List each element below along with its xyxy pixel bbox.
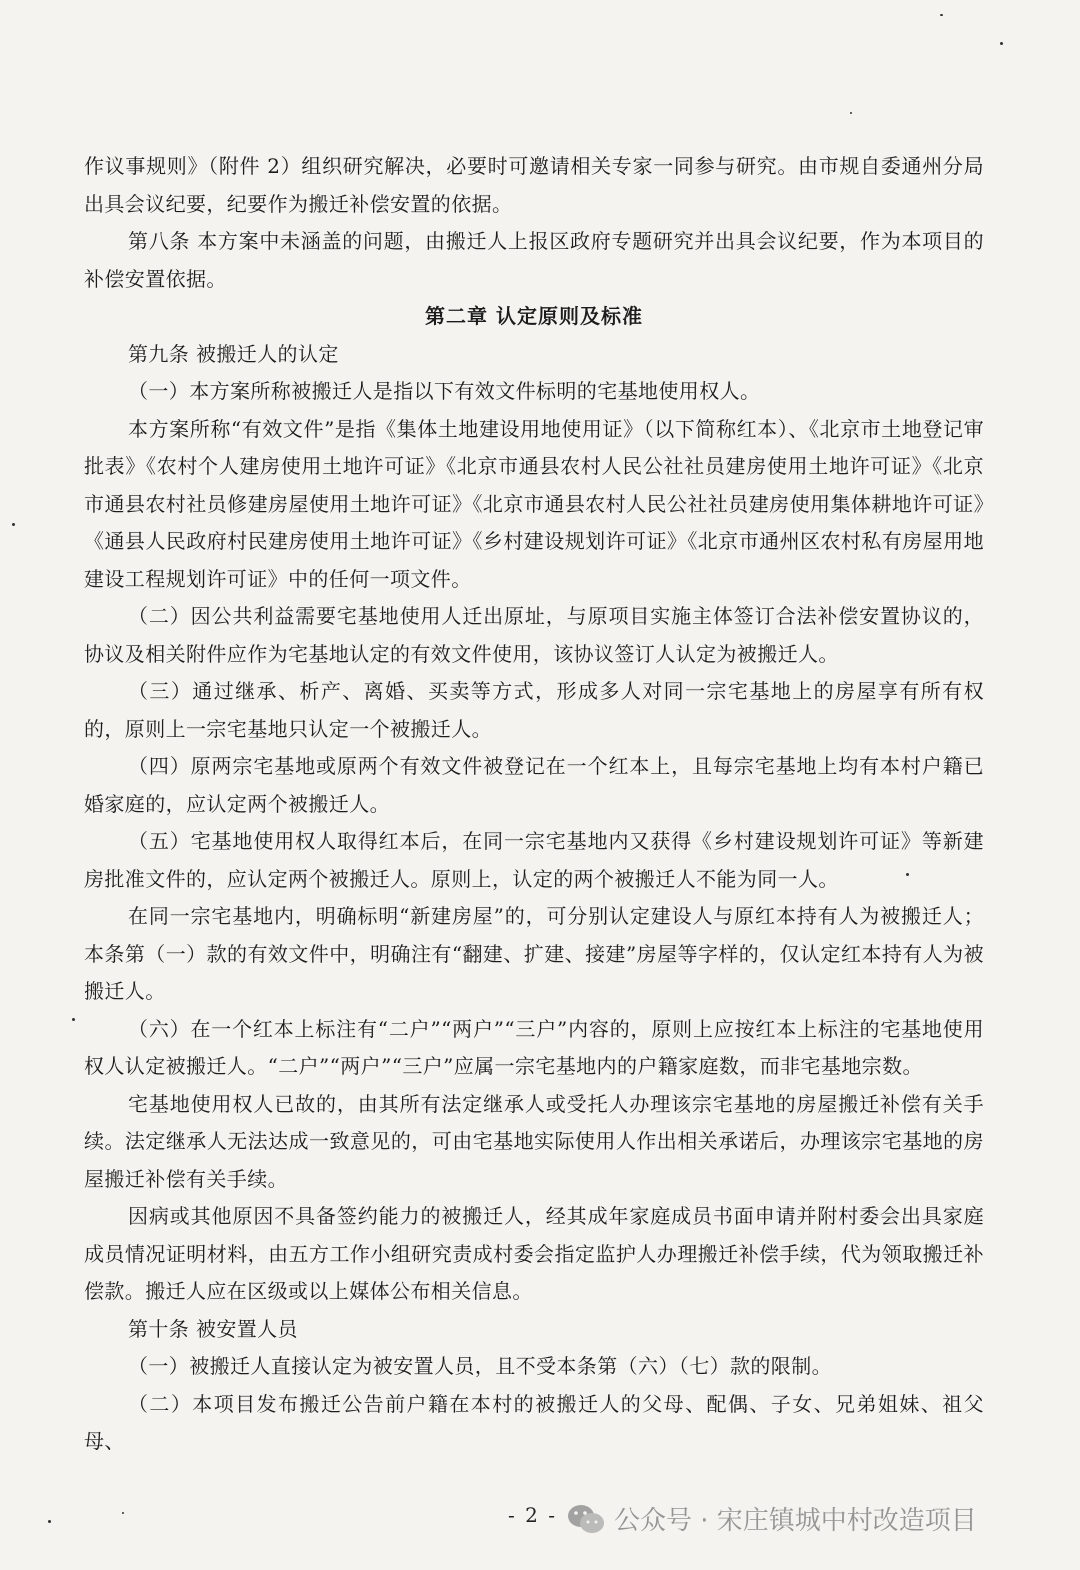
article-9-clause-6: （六）在一个红本上标注有“二户”“两户”“三户”内容的，原则上应按红本上标注的宅基地使用权人认定被搬迁人。“二户”“两户”“三户”应属一宗宅基地内的户籍家庭数，而非宅基地宗数。 [84, 1016, 984, 1078]
article-8: 第八条 本方案中未涵盖的问题，由搬迁人上报区政府专题研究并出具会议纪要，作为本项目的补偿安置依据。 [84, 229, 984, 291]
page-number: - 2 - [508, 1503, 557, 1527]
scan-speck [850, 112, 852, 114]
new-construction-note: 在同一宗宅基地内，明确标明“新建房屋”的，可分别认定建设人与原红本持有人为被搬迁人；本条第（一）款的有效文件中，明确注有“翻建、扩建、接建”房屋等字样的，仅认定红本持有人为被搬迁人。 [84, 904, 984, 1003]
deceased-holder-note: 宅基地使用权人已故的，由其所有法定继承人或受托人办理该宗宅基地的房屋搬迁补偿有关手续。法定继承人无法达成一致意见的，可由宅基地实际使用人作出相关承诺后，办理该宗宅基地的房屋搬迁补偿有关手续。 [84, 1091, 984, 1191]
scan-speck [72, 1018, 75, 1021]
article-9-title: 第九条 被搬迁人的认定 [128, 341, 339, 366]
scan-speck [122, 1512, 124, 1514]
document-body [84, 148, 984, 1461]
article-10-clause-1: （一）被搬迁人直接认定为被安置人员，且不受本条第（六）（七）款的限制。 [128, 1354, 832, 1378]
valid-documents-definition: 本方案所称“有效文件”是指《集体土地建设用地使用证》（以下简称红本）、《北京市土地登记审批表》《农村个人建房使用土地许可证》《北京市通县农村人民公社社员建房使用土地许可证》《北京市通县农村社员修建房屋使用土地许可证》《北京市通县农村人民公社社员建房使用集体耕地许可证》《通县人民政府村民建房使用土地许可证》《乡村建设规划许可证》《北京市通州区农村私有房屋用地建设工程规划许可证》中的任何一项文件。 [84, 416, 984, 591]
watermark-label: 公众号 · 宋庄镇城中村改造项目 [614, 1506, 977, 1536]
scan-speck [1000, 42, 1003, 45]
scan-speck [940, 14, 943, 16]
incapacity-note: 因病或其他原因不具备签约能力的被搬迁人，经其成年家庭成员书面申请并附村委会出具家庭成员情况证明材料，由五方工作小组研究责成村委会指定监护人办理搬迁补偿手续，代为领取搬迁补偿款。搬迁人应在区级或以上媒体公布相关信息。 [84, 1204, 984, 1303]
article-9-clause-2: （二）因公共利益需要宅基地使用人迁出原址，与原项目实施主体签订合法补偿安置协议的，协议及相关附件应作为宅基地认定的有效文件使用，该协议签订人认定为被搬迁人。 [84, 604, 984, 666]
article-10-clause-2: （二）本项目发布搬迁公告前户籍在本村的被搬迁人的父母、配偶、子女、兄弟姐妹、祖父母、 [84, 1391, 984, 1453]
watermark [566, 1500, 977, 1537]
scan-speck [906, 873, 909, 876]
wechat-icon [566, 1502, 606, 1536]
article-9-clause-5: （五）宅基地使用权人取得红本后，在同一宗宅基地内又获得《乡村建设规划许可证》等新建房批准文件的，应认定两个被搬迁人。原则上，认定的两个被搬迁人不能为同一人。 [84, 829, 984, 891]
article-9-clause-1: （一）本方案所称被搬迁人是指以下有效文件标明的宅基地使用权人。 [128, 379, 761, 403]
article-9-clause-4: （四）原两宗宅基地或原两个有效文件被登记在一个红本上，且每宗宅基地上均有本村户籍已婚家庭的，应认定两个被搬迁人。 [84, 754, 984, 816]
article-10-title: 第十条 被安置人员 [128, 1316, 298, 1341]
scan-speck [12, 523, 15, 526]
scan-speck [48, 1520, 51, 1523]
paragraph-continuation: 作议事规则》（附件 2）组织研究解决，必要时可邀请相关专家一同参与研究。由市规自委通州分局出具会议纪要，纪要作为搬迁补偿安置的依据。 [84, 154, 984, 216]
article-9-clause-3: （三）通过继承、析产、离婚、买卖等方式，形成多人对同一宗宅基地上的房屋享有所有权的，原则上一宗宅基地只认定一个被搬迁人。 [84, 679, 984, 741]
chapter-heading: 第二章 认定原则及标准 [425, 304, 643, 328]
